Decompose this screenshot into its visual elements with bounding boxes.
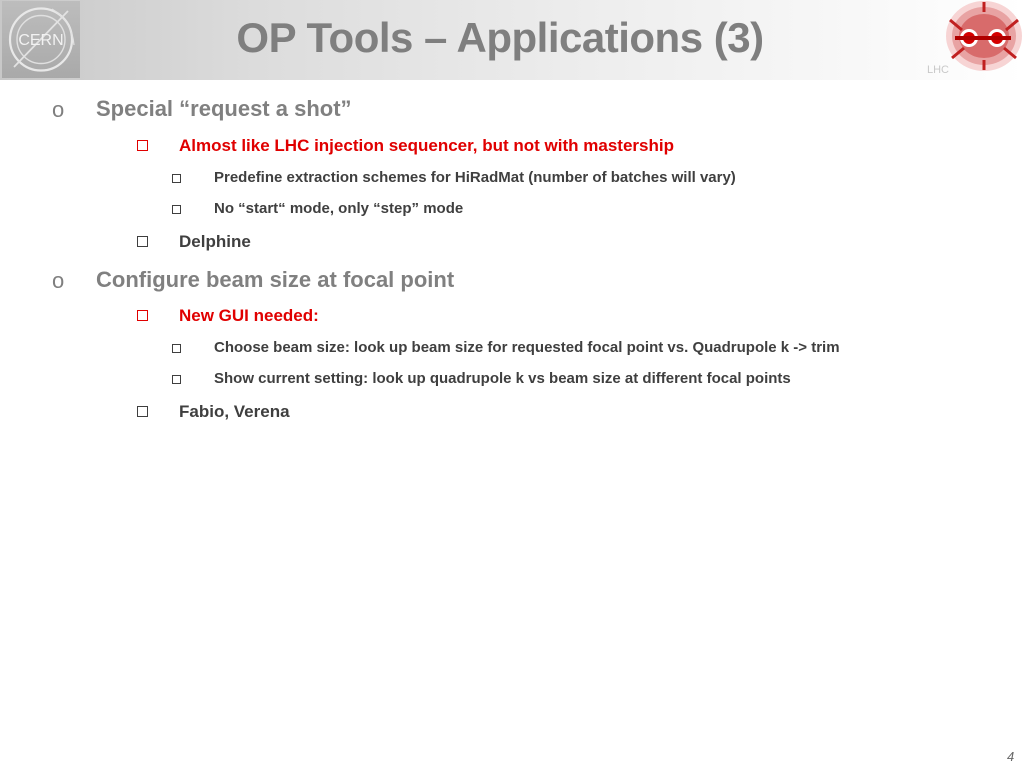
list-subitem: Show current setting: look up quadrupole k vs beam size at different focal points	[214, 370, 791, 387]
section-heading: Configure beam size at focal point	[96, 267, 455, 292]
list-item: Fabio, Verena	[179, 402, 290, 421]
list-subitem: No “start“ mode, only “step” mode	[214, 200, 464, 217]
checkbox-bullet-icon	[172, 205, 181, 214]
checkbox-bullet-icon	[137, 140, 148, 151]
list-subitem: Predefine extraction schemes for HiRadMat (number of batches will vary)	[214, 169, 736, 186]
list-item: New GUI needed:	[179, 306, 319, 325]
page-number: 4	[1007, 749, 1015, 764]
slide-title: OP Tools – Applications (3)	[236, 14, 764, 61]
bullet-o-icon: o	[52, 97, 65, 122]
checkbox-bullet-icon	[172, 344, 181, 353]
list-item: Delphine	[179, 232, 251, 251]
bullet-o-icon: o	[52, 268, 65, 293]
lhc-logo	[942, 0, 1024, 78]
checkbox-bullet-icon	[172, 174, 181, 183]
checkbox-bullet-icon	[137, 406, 148, 417]
checkbox-bullet-icon	[172, 375, 181, 384]
lhc-logo-icon	[942, 0, 1024, 78]
lhc-caption: LHC	[927, 64, 950, 76]
section-heading: Special “request a shot”	[96, 96, 352, 121]
checkbox-bullet-icon	[137, 236, 148, 247]
list-subitem: Choose beam size: look up beam size for requested focal point vs. Quadrupole k -> trim	[214, 339, 840, 356]
checkbox-bullet-icon	[137, 310, 148, 321]
svg-text:CERN: CERN	[18, 32, 64, 49]
list-item: Almost like LHC injection sequencer, but not with mastership	[179, 136, 674, 155]
